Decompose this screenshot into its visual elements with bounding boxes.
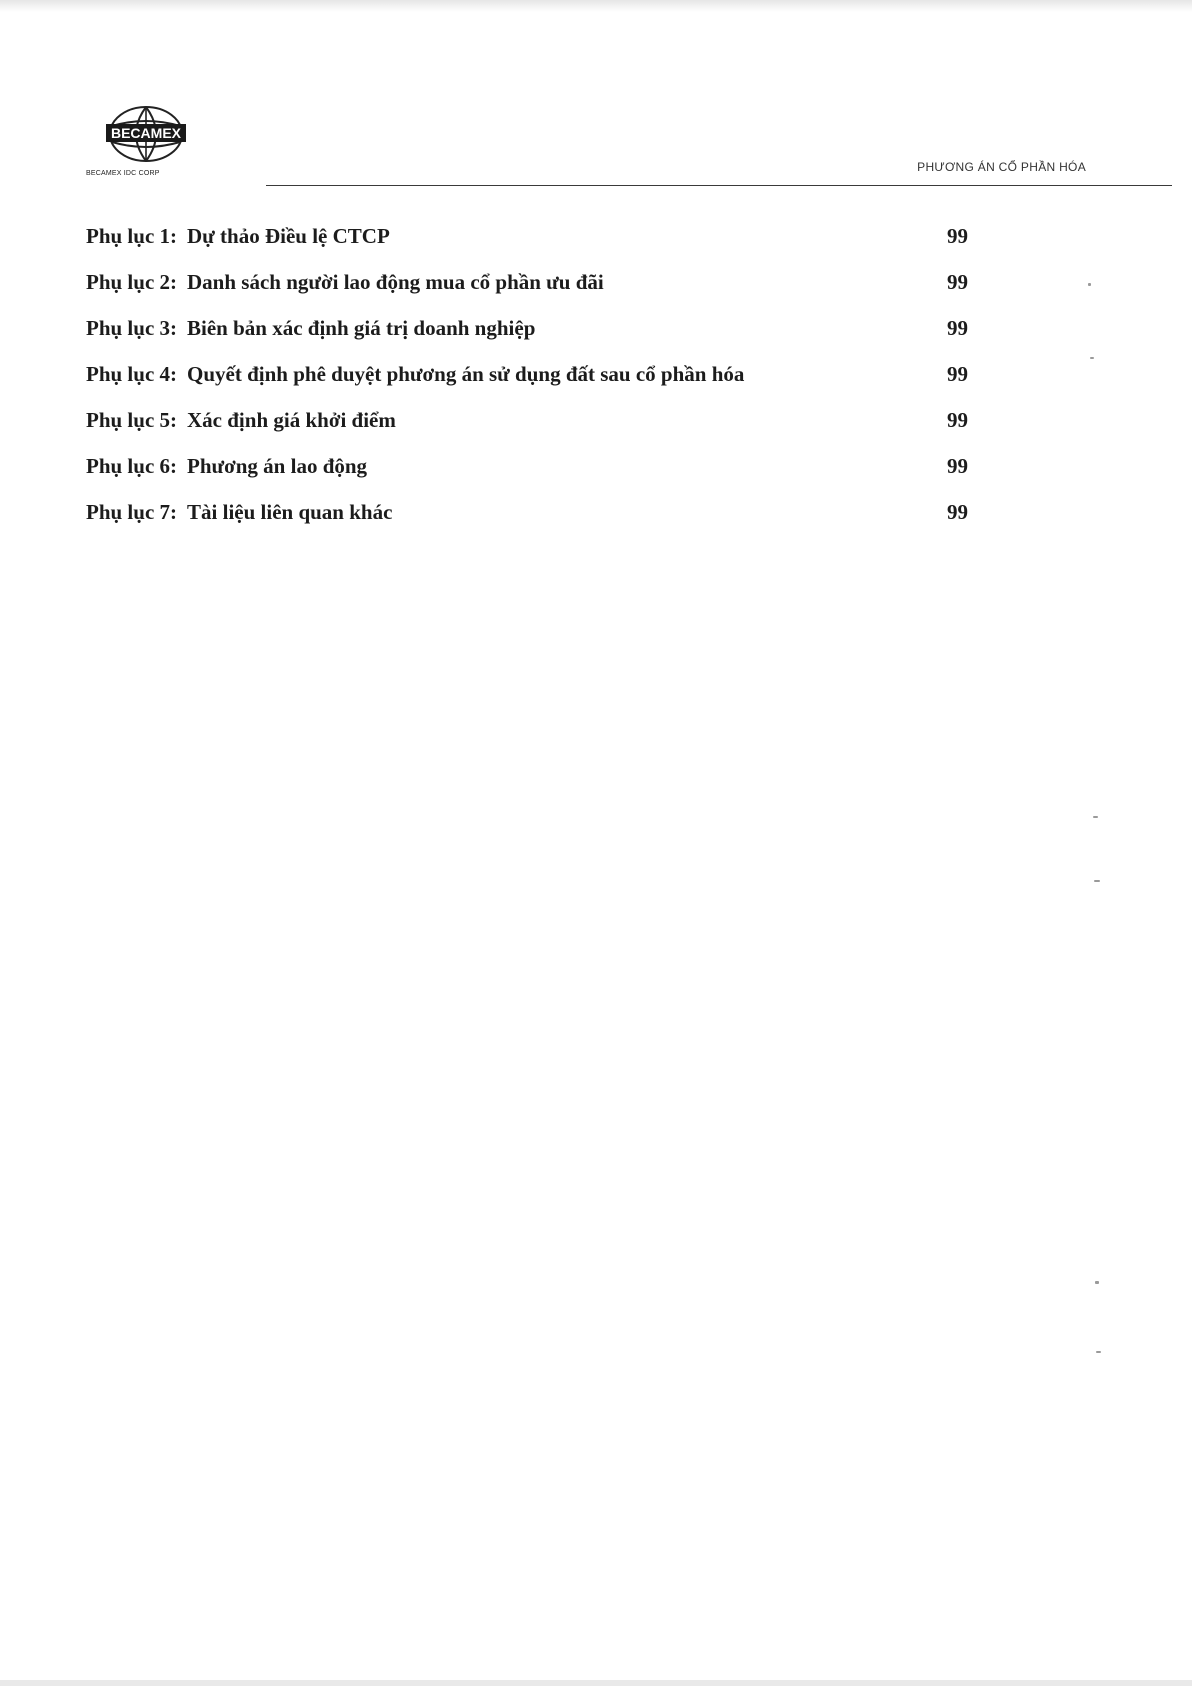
scan-speck [1094, 880, 1100, 882]
toc-row [86, 360, 986, 406]
scan-edge-bottom [0, 1680, 1192, 1686]
appendix-title: Tài liệu liên quan khác [187, 500, 393, 524]
page-number: 99 [947, 408, 968, 432]
toc-row [86, 268, 986, 314]
becamex-logo [86, 104, 206, 184]
logo-caption: BECAMEX IDC CORP [86, 170, 160, 177]
appendix-title: Xác định giá khởi điểm [187, 408, 396, 432]
logo-wordmark: BECAMEX [110, 125, 182, 141]
appendix-title: Phương án lao động [187, 454, 368, 478]
scan-speck [1090, 357, 1094, 359]
toc-row [86, 406, 986, 452]
page-number: 99 [947, 362, 968, 386]
scan-speck [1088, 283, 1091, 286]
scan-speck [1095, 1281, 1099, 1284]
page-number: 99 [947, 454, 968, 478]
toc-row [86, 314, 986, 360]
appendix-label: Phụ lục 6: [86, 454, 178, 478]
globe-logo-icon [86, 104, 206, 170]
page-number: 99 [947, 224, 968, 248]
page-header [86, 104, 1086, 186]
appendix-label: Phụ lục 4: [86, 362, 178, 386]
page-number: 99 [947, 500, 968, 524]
toc-row [86, 222, 986, 268]
appendix-label: Phụ lục 2: [86, 270, 178, 294]
appendix-label: Phụ lục 1: [86, 224, 178, 248]
scan-speck [1093, 816, 1098, 818]
appendix-title: Dự thảo Điều lệ CTCP [187, 224, 390, 248]
appendix-title: Biên bản xác định giá trị doanh nghiệp [187, 316, 536, 340]
scan-edge-top [0, 0, 1192, 12]
toc-row [86, 498, 986, 544]
scan-speck [1096, 1351, 1101, 1353]
header-divider [266, 185, 1172, 186]
appendix-label: Phụ lục 7: [86, 500, 178, 524]
appendix-label: Phụ lục 5: [86, 408, 178, 432]
document-title: PHƯƠNG ÁN CỔ PHẦN HÓA [917, 160, 1086, 174]
appendix-title: Quyết định phê duyệt phương án sử dụng đất sau cổ phần hóa [187, 362, 745, 386]
appendix-title: Danh sách người lao động mua cổ phần ưu đãi [187, 270, 604, 294]
page-number: 99 [947, 270, 968, 294]
appendix-list [86, 222, 986, 544]
toc-row [86, 452, 986, 498]
appendix-label: Phụ lục 3: [86, 316, 178, 340]
page-number: 99 [947, 316, 968, 340]
